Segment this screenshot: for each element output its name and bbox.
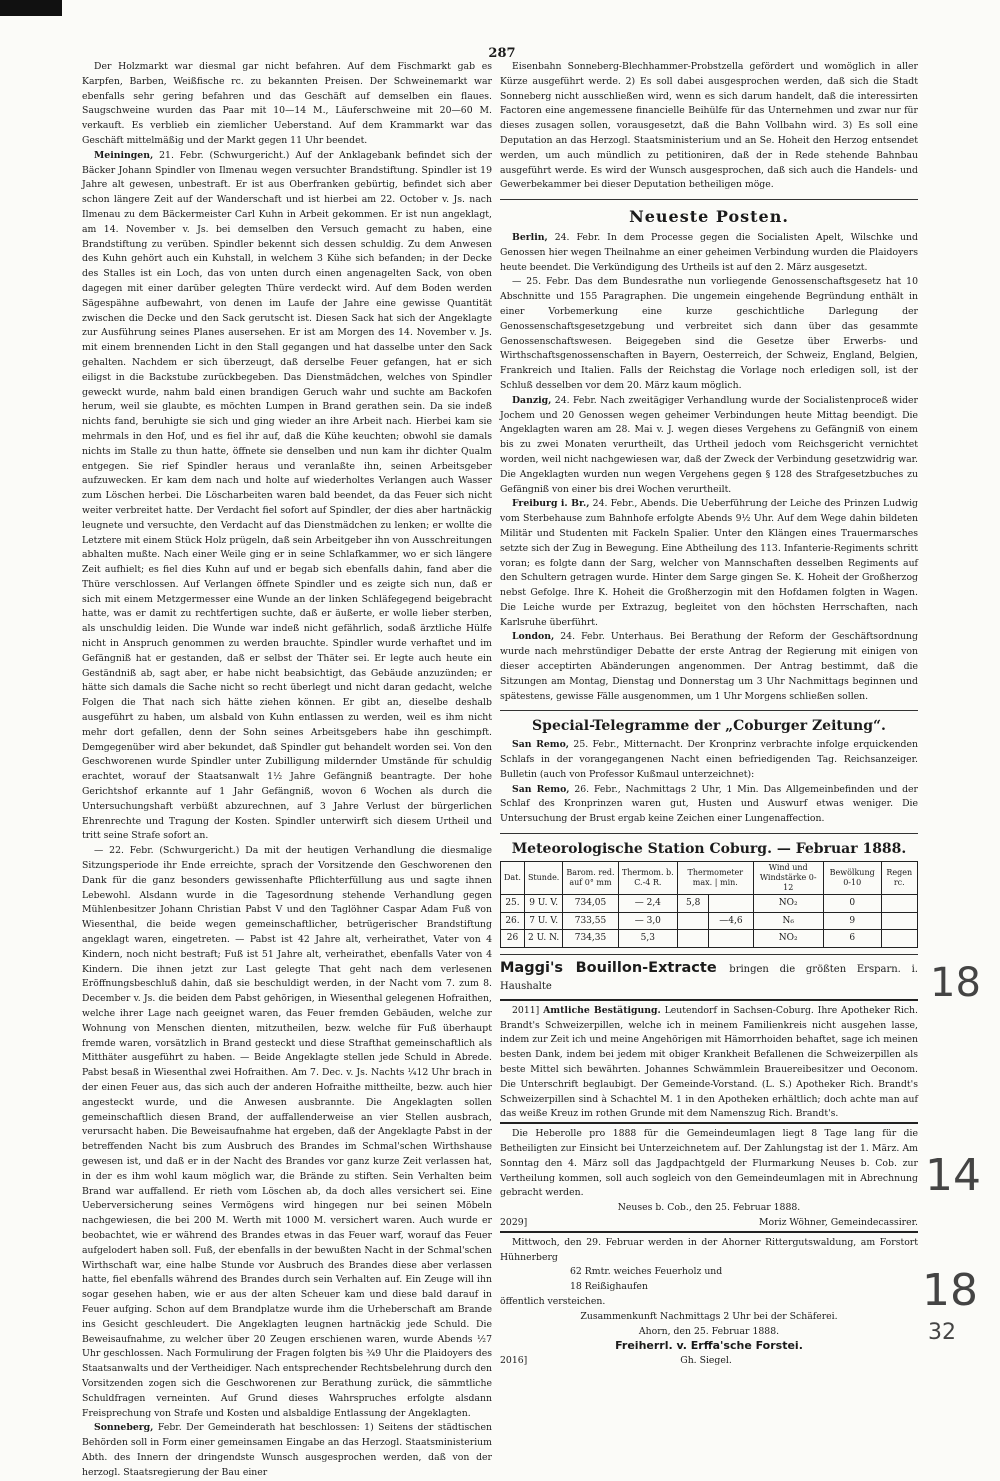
wood-item: 62 Rmtr. weiches Feuerholz und xyxy=(570,1266,723,1278)
city-sanremo: San Remo, xyxy=(512,783,570,795)
col-header: Barom. red. auf 0° mm xyxy=(563,861,618,894)
table-cell: N₆ xyxy=(753,912,823,930)
mittwoch-date: Ahorn, den 25. Februar 1888. xyxy=(638,1325,780,1337)
table-cell xyxy=(881,912,917,930)
corner-mark xyxy=(0,0,62,16)
table-cell: NO₂ xyxy=(753,930,823,948)
forstei-footer xyxy=(500,1354,918,1369)
amtlich-text: Leutendorf in Sachsen-Coburg. Ihre Apotheker Rich. Brandt's Schweizerpillen, welche ich in meinem Familienkreis nicht ausgehen lasse, indem zur Zeit ich und meine Angehörigen mit Hämorrhoiden behaftet, sage ich meinen besten Dank, indem bei jedem mit obiger Krankheit Befallenen die Schweizerpillen als beste Mittel sich bewährten. Johannes Schwämmlein Brauereibesitzer und Oeconom. Die Unterschrift beglaubigt. Der Gemeinde-Vorstand. (L. S.) Apotheker Rich. Brandt's Schweizerpillen sind à Schachtel M. 1 in den Apotheken erhältlich; doch achte man auf das weiße Kreuz im rothen Grunde mit dem Namenszug Rich. Brandt's. xyxy=(500,1004,918,1120)
page-number: 287 xyxy=(488,46,516,61)
forstei-signature: Freiherrl. v. Erffa'sche Forstei. xyxy=(615,1339,803,1353)
amtlich-heading: Amtliche Bestätigung. xyxy=(543,1004,661,1016)
berlin-report xyxy=(500,231,918,275)
table-cell: —4,6 xyxy=(709,912,753,930)
table-cell xyxy=(678,912,709,930)
sanremo-text-2: 26. Febr., Nachmittags 2 Uhr, 1 Min. Das Allgemeinbefinden und der Schlaf des Kronprinzen waren gut, Husten und Auswurf etwas weniger. Die Untersuchung der Brust ergab keine Zeichen einer Lungenaffection. xyxy=(500,783,918,825)
city-berlin: Berlin, xyxy=(512,231,548,243)
berlin-report-2: — 25. Febr. Das dem Bundesrathe nun vorliegende Genossenschaftsgesetz hat 10 Abschnitte und 155 Paragraphen. Die ungemein eingehende Begründung enthält in einer Vorbemerkung eine kurze geschichtliche Darlegung der Genossenschaftsgesetzgebung und verbreitet sich dann über das gesammte Genossenschaftswesen. Beigegeben sind die Gesetze über Erwerbs- und Wirthschaftsgenossenschaften in Bayern, Oesterreich, der Schweiz, England, Belgien, Frankreich und Italien. Falls der Reichstag die Vorlage noch erledigen soll, ist der Schluß desselben vor dem 20. März kaum möglich. xyxy=(500,276,918,391)
wood-item: 18 Reißighaufen xyxy=(570,1281,648,1293)
table-cell: 6 xyxy=(823,930,881,948)
ad-amtliche-bestaetigung xyxy=(500,999,918,1122)
city-meiningen: Meiningen, xyxy=(94,149,154,161)
table-cell: 734,35 xyxy=(563,930,618,948)
divider xyxy=(500,710,918,711)
table-cell: 733,55 xyxy=(563,912,618,930)
meiningen-text: 21. Febr. (Schwurgericht.) Auf der Anklagebank befindet sich der Bäcker Johann Spindler von Ilmenau wegen versuchter Brandstiftung. Spindler ist 19 Jahre alt gewesen, unbestraft. Er ist aus Oberfranken gebürtig, befindet sich aber schon längere Zeit auf der Wanderschaft und ist hierbei am 22. October v. Js. nach Ilmenau zu dem Bäckermeister Carl Kuhn in Arbeit gekommen. Er ist nun angeklagt, am 14. November v. Js. bei demselben den Versuch gemacht zu haben, eine Brandstiftung zu verüben. Spindler bekennt sich dessen schuldig. Zu dem Anwesen des Kuhn gehört auch ein Kuhstall, in welchem 3 Kühe sich befanden; in der Decke des Stalles ist ein Loch, das von unten durch einen angenagelten Sack, von oben dagegen mit einer darüber gelegten Thüre verdeckt wird. Auf dem Boden werden Sägespähne aufbewahrt, von denen im Laufe der Jahre eine gewisse Quantität zwischen die Decke und den Sack gerutscht ist. Diesen Sack hat sich der Angeklagte zur Ausführung seines Planes ausersehen. Er ist am Morgen des 14. November v. Js. mit einem brennenden Licht in den Stall gegangen und hat dasselbe unter den Sack gehalten. Nachdem er sich überzeugt, daß derselbe Feuer gefangen, hat er sich eiligst in die Backstube zurückbegeben. Das Dienstmädchen, welches von Spindler geweckt wurde, nahm bald einen brandigen Geruch wahr und suchte am Backofen herum, weil sie glaubte, es möchten Lumpen in Brand gerathen sein. Da sie indeß nichts fand, beruhigte sie sich und ging wieder an ihre Arbeit nach. Hierbei kam sie mehrmals in den Hof, und es fiel ihr auf, daß die Kühe keuchten; obwohl sie damals nichts im Stalle zu thun hatte, öffnete sie denselben und nun kam ihr dichter Qualm entgegen. Sie rief Spindler heraus und veranlaßte ihn, seinen Arbeitsgeber aufzuwecken. Er kam dem nach und holte auf wiederholtes Verlangen auch Wasser zum Löschen herbei. Die Löscharbeiten waren bald beendet, da das Feuer sich nicht weiter verbreitet hatte. Der Verdacht fiel sofort auf Spindler, der dies aber hartnäckig leugnete und versuchte, den Verdacht auf das Dienstmädchen zu lenken; er wollte die Letztere mit einem Stück Holz prügeln, daß sein Arbeitgeber ihn von Ausschreitungen abhalten mußte. Nach einer Weile ging er in seine Schlafkammer, wo er sich längere Zeit aufhielt; es fiel dies Kuhn auf und er begab sich ebenfalls dahin, fand aber die Thüre verschlossen. Auf Verlangen öffnete Spindler und es zeigte sich nun, daß er sich mit einem Metzgermesser eine Wunde an der linken Schläfegegend beigebracht hatte, was er damit zu rechtfertigen suchte, daß er äußerte, er wolle lieber sterben, als unschuldig leiden. Die Wunde war indeß nicht gefährlich, sodaß ärztliche Hülfe nicht in Anspruch genommen zu werden brauchte. Spindler wurde verhaftet und im Gefängniß hat er gestanden, daß er selbst der Thäter sei. Er legte auch heute ein Geständniß ab, sagt aber, er habe nicht beabsichtigt, das Gebäude anzuzünden; er hätte sich damals die Sache nicht so recht überlegt und nicht daran gedacht, welche Folgen die That nach sich hätte ziehen können. Er gibt an, dieselbe deshalb ausgeführt zu haben, um alsbald von Kuhn entlassen zu werden, weil es ihm nicht mehr dort gefallen, denn der Sohn seines Arbeitsgebers habe ihn geschimpft. Demgegenüber wird aber bekundet, daß Spindler gut behandelt worden sei. Von den Geschworenen wurde Spindler unter Zubilligung mildernder Umstände für schuldig erachtet, worauf der Staatsanwalt 1½ Jahre Gefängniß beantragte. Der hohe Gerichtshof erkannte auf 1 Jahr Gefängniß, wovon 6 Wochen als durch die Untersuchungshaft verbüßt abzurechnen, auf 3 Jahre Verlust der bürgerlichen Ehrenrechte und Tragung der Kosten. Spindler unterwirft sich diesem Urtheil und tritt seine Strafe sofort an. xyxy=(82,149,492,842)
table-cell: 5,3 xyxy=(618,930,677,948)
pencil-note: 32 xyxy=(928,1320,956,1345)
heading-meteorology: Meteorologische Station Coburg. — Februar 1888. xyxy=(511,841,907,858)
table-cell: NO₂ xyxy=(753,894,823,912)
table-row xyxy=(501,894,918,912)
london-report xyxy=(500,630,918,704)
table-cell: 26 xyxy=(501,930,525,948)
heberolle-date: Neuses b. Cob., den 25. Februar 1888. xyxy=(617,1202,801,1214)
london-text: 24. Febr. Unterhaus. Bei Berathung der Reform der Geschäftsordnung wurde nach mehrstündiger Debatte der erste Antrag der Regierung mit einigen von dieser acceptirten Abänderungen angenommen. Der Antrag bestimmt, daß die Sitzungen am Montag, Dienstag und Donnerstag um 3 Uhr Nachmittags beginnen und spätestens, gewisse Fälle ausgenommen, um 1 Uhr Morgens schließen sollen. xyxy=(500,631,918,702)
table-cell: 734,05 xyxy=(563,894,618,912)
table-row xyxy=(501,930,918,948)
table-cell: — 3,0 xyxy=(618,912,677,930)
city-danzig: Danzig, xyxy=(512,394,552,406)
table-cell: 0 xyxy=(823,894,881,912)
maggi-slogan: bringen die größten Ersparn. i. Haushalte xyxy=(500,964,918,993)
heberolle-text: Die Heberolle pro 1888 für die Gemeindeumlagen liegt 8 Tage lang für die Betheiligten zur Einsicht bei Unterzeichnetem auf. Der Zahlungstag ist der 1. März. Am Sonntag den 4. März soll das Jagdpachtgeld der Flurmarkung Neuses b. Cob. zur Vertheilung kommen, soll auch sogleich von den Gemeindeumlagen mit in Abrechnung gebracht werden. xyxy=(500,1128,918,1199)
freiburg-report xyxy=(500,497,918,630)
sonneberg-text: Febr. Der Gemeinderath hat beschlossen: 1) Seitens der städtischen Behörden soll in Form einer gemeinsamen Eingabe an das Herzogl. Staatsministerium Abth. des Innern der dringendste Wunsch ausgesprochen werden, daß von der herzogl. Staatsregierung der Bau einer xyxy=(82,1422,492,1478)
ad-number: 2029] xyxy=(500,1216,528,1228)
table-cell: 9 xyxy=(823,912,881,930)
freiburg-text: 24. Febr., Abends. Die Ueberführung der Leiche des Prinzen Ludwig vom Sterbehause zum Bahnhofe erfolgte Abends 9½ Uhr. Auf dem Wege dahin bildeten Militär und Studenten mit Fackeln Spalier. Unter den Klängen eines Trauermarsches setzte sich der Zug in Bewegung. Eine Abtheilung des 113. Infanterie-Regiments schritt voran; es folgte dann der Sarg, welcher von Mannschaften desselben Regiments auf den Schultern getragen wurde. Hinter dem Sarge gingen Se. K. Hoheit der Großherzog nebst Gefolge. Ihre K. Hoheit die Großherzogin mit den Hofdamen folgten in Wagen. Die Leiche wurde per Extrazug, begleitet von den höchsten Herrschaften, nach Karlsruhe überführt. xyxy=(500,498,918,628)
danzig-report xyxy=(500,394,918,498)
sonneberg-report xyxy=(82,1421,492,1480)
berlin-text: 24. Febr. In dem Processe gegen die Socialisten Apelt, Wilschke und Genossen hier wegen Theilnahme an einer geheimen Verbindung wurden die Plaidoyers heute beendet. Die Verkündigung des Urtheils ist auf den 2. März ausgesetzt. xyxy=(500,231,918,273)
meiningen-report xyxy=(82,149,492,844)
col-header: Dat. xyxy=(501,861,525,894)
city-london: London, xyxy=(512,631,555,643)
meiningen-report-2: — 22. Febr. (Schwurgericht.) Da mit der heutigen Verhandlung die diesmalige Sitzungsperiode ihr Ende erreichte, sprach der Vorsitzende den Geschworenen den Dank für die ganz besonders gewissenhafte Pflichterfüllung aus und sagte ihnen Lebewohl. Alsdann wurde in die Tagesordnung stehende Verhandlung gegen Mühlenbesitzer Johann Christian Pabst V und den Taglöhner Caspar Adam Fuß von Wiesenthal, die beide wegen gemeinschaftlicher, betrügerischer Brandstiftung angeklagt waren, eingetreten. — Pabst ist 42 Jahre alt, verheirathet, Vater von 4 Kindern, noch nicht bestraft; Fuß ist 51 Jahre alt, verheirathet, ebenfalls Vater von 4 Kindern. Die ihnen jetzt zur Last gelegte That geht nach dem verlesenen Eröffnungsbeschluß dahin, daß sie beschuldigt werden, in der Nacht vom 7. zum 8. December v. Js. die beiden dem Pabst gehörigen, in Wiesenthal gelegenen Hofraithen, welche ihrer Lage nach geeignet waren, das Feuer fremden Gebäuden, welche zur Wohnung von Menschen dienten, mitzutheilen, bezw. welche für Fuß überhaupt fremde waren, vorsätzlich in Brand gesteckt und diese Strafthat gemeinschaftlich als Mitthäter ausgeführt zu haben. — Beide Angeklagte stellen jede Schuld in Abrede. Pabst besaß in Wiesenthal zwei Hofraithen. Am 7. Dec. v. Js. Nachts ¼12 Uhr brach in der einen Feuer aus, das sich auch der anderen Hofraithe mittheilte, bezw. auch hier angesteckt wurde, und die Anwesen ausbrannte. Die Angeklagten sollen gemeinschaftlich diesen Brand, der auffallenderweise an vier Stellen ausbrach, verursacht haben. Die Beweisaufnahme hat ergeben, daß der Angeklagte Pabst in der betreffenden Nacht bis zum Ausbruch des Brandes im Schmal'schen Wirthshause gewesen ist, und daß er in der Nacht des Brandes vor ganz kurze Zeit verlassen hat, in der es ihm wohl kaum möglich war, die Brände zu stiften. Sein Verhalten beim Brand war auffallend. Er rieth vom Löschen ab, da doch alles versichert sei. Eine Ueberversicherung seines Vermögens wird hingegen nur bei seinen Möbeln nachgewiesen, die bei 200 M. Werth mit 1000 M. versichert waren. Auch wurde er beobachtet, wie er während des Brandes etwas in das Feuer warf, worauf das Feuer aufgelodert haben soll. Fuß, der ebenfalls in der bewußten Nacht in der Schmal'schen Wirthschaft war, eine halbe Stunde vor Ausbruch des Brandes diese aber verlassen hatte, fiel ebenfalls während des Brandes durch sein Verhalten auf. Ein Zeuge will ihn sogar gesehen haben, wie er aus der alten Scheuer kam und diese bald darauf in Feuer aufging. Schon auf dem Brandplatze wurde ihm die Urheberschaft am Brande ins Gesicht geschleudert. Die Angeklagten leugnen hartnäckig jede Schuld. Die Beweisaufnahme, zu welcher über 20 Zeugen erschienen waren, wurde Abends ½7 Uhr geschlossen. Nach Formulirung der Fragen folgten bis ¾9 Uhr die Plaidoyers des Staatsanwalts und der Vertheidiger. Nach entsprechender Rechtsbelehrung durch den Vorsitzenden zogen sich die Geschworenen zur Berathung zurück, die sämmtliche Schuldfragen verneinten. Auf Grund dieses Wahrspruches erfolgte alsdann Freisprechung von Strafe und Kosten und alsbaldige Entlassung der Angeklagten. xyxy=(82,845,492,1419)
weather-table xyxy=(500,861,918,948)
table-cell: 2 U. N. xyxy=(524,930,562,948)
mittwoch-line: Zusammenkunft Nachmittags 2 Uhr bei der Schäferei. xyxy=(580,1310,838,1322)
mittwoch-text: Mittwoch, den 29. Februar werden in der Ahorner Rittergutswaldung, am Forstort Hühnerberg xyxy=(500,1236,918,1263)
city-sanremo: San Remo, xyxy=(512,739,570,751)
ad-holzverkauf xyxy=(500,1231,918,1369)
ad-heberolle xyxy=(500,1122,918,1231)
table-cell: 26. xyxy=(501,912,525,930)
table-cell xyxy=(709,930,753,948)
col-header: Thermometer max. | min. xyxy=(678,861,753,894)
market-report: Der Holzmarkt war diesmal gar nicht befahren. Auf dem Fischmarkt gab es Karpfen, Barben, Weißfische rc. zu bekannten Preisen. Der Schweinemarkt war ebenfalls sehr gering befahren und das Geschäft auf demselben ein flaues. Saugschweine wurden das Paar mit 10—14 M., Läuferschweine mit 20—60 M. verkauft. Es verblieb ein ziemlicher Ueberstand. Auf dem Krammarkt war das Geschäft mittelmäßig und der Markt gegen 11 Uhr beendet. xyxy=(82,61,492,146)
col-header: Wind und Windstärke 0-12 xyxy=(753,861,823,894)
sonneberg-continued: Eisenbahn Sonneberg-Blechhammer-Probstzella gefördert und womöglich in aller Kürze ausgeführt werde. 2) Es soll dabei ausgesprochen werden, daß sich die Stadt Sonneberg nicht ausschließen wird, wenn es sich darum handelt, daß die interessirten Factoren eine angemessene financielle Beihülfe für das Unternehmen und zwar nur für dieses zusagen sollen, vorausgesetzt, daß die Bahn Vollbahn wird. 3) Es soll eine Deputation an das Herzogl. Staatsministerium und an Se. Hoheit den Herzog entsendet werden, um auch mündlich zu petitioniren, daß der in Rede stehende Bahnbau ausgeführt werde. Es wird der Wunsch ausgesprochen, daß sich auch die Handels- und Gewerbekammer bei dieser Deputation betheiligen möge. xyxy=(500,61,918,191)
heberolle-signature: Moriz Wöhner, Gemeindecassirer. xyxy=(759,1216,918,1228)
table-cell xyxy=(881,894,917,912)
divider xyxy=(500,833,918,834)
maggi-ad xyxy=(500,961,918,995)
forstei-seal: Gh. Siegel. xyxy=(680,1355,732,1367)
mittwoch-line: öffentlich versteichen. xyxy=(500,1295,606,1307)
table-row xyxy=(501,912,918,930)
col-header: Bewölkung 0-10 xyxy=(823,861,881,894)
col-header: Thermom. b. C.-4 R. xyxy=(618,861,677,894)
city-sonneberg: Sonneberg, xyxy=(94,1422,154,1434)
city-freiburg: Freiburg i. Br., xyxy=(512,498,590,510)
table-cell: 25. xyxy=(501,894,525,912)
sanremo-report-2 xyxy=(500,783,918,827)
table-cell xyxy=(881,930,917,948)
sanremo-report-1 xyxy=(500,738,918,782)
ad-number: 2016] xyxy=(500,1355,528,1367)
table-cell xyxy=(678,930,709,948)
heading-neueste-posten: Neueste Posten. xyxy=(629,207,789,227)
sanremo-text-1: 25. Febr., Mitternacht. Der Kronprinz verbrachte infolge erquickenden Schlafs in der vorangegangenen Nacht einen befriedigenden Tag. Reichsanzeiger. Bulletin (auch von Professor Kußmaul unterzeichnet): xyxy=(500,739,918,780)
table-cell xyxy=(709,894,753,912)
amtlich-text-block xyxy=(500,1004,918,1122)
table-cell: 9 U. V. xyxy=(524,894,562,912)
col-header: Regen rc. xyxy=(881,861,917,894)
pencil-note: 18 xyxy=(930,960,981,1006)
pencil-note: 18 xyxy=(922,1265,978,1316)
pencil-note: 14 xyxy=(925,1150,981,1201)
left-column xyxy=(82,60,492,1478)
right-column xyxy=(500,60,918,1367)
maggi-brand: Maggi's Bouillon-Extracte xyxy=(500,960,717,977)
col-header: Stunde. xyxy=(524,861,562,894)
heberolle-signature-line xyxy=(500,1216,918,1231)
divider xyxy=(500,954,918,955)
heading-telegramme: Special-Telegramme der „Coburger Zeitung“. xyxy=(532,718,886,735)
ad-number: 2011] xyxy=(512,1004,540,1016)
table-cell: 5,8 xyxy=(678,894,709,912)
danzig-text: 24. Febr. Nach zweitägiger Verhandlung wurde der Socialistenproceß wider Jochem und 20 Genossen wegen geheimer Verbindungen heute Mittag beendigt. Die Angeklagten waren am 28. Mai v. J. wegen dieses Vergehens zu Gefängniß von einem bis zu zwei Monaten verurtheilt, das Urtheil jedoch vom Reichsgericht vernichtet worden, weil nicht nachgewiesen war, daß der Zweck der Verbindung gesetzwidrig war. Die Angeklagten wurden nun wegen Vergehens gegen § 128 des Strafgesetzbuches zu Gefängniß von einer bis drei Wochen verurtheilt. xyxy=(500,394,918,495)
divider xyxy=(500,199,918,200)
weather-table-header xyxy=(501,861,918,894)
table-cell: 7 U. V. xyxy=(524,912,562,930)
table-cell: — 2,4 xyxy=(618,894,677,912)
